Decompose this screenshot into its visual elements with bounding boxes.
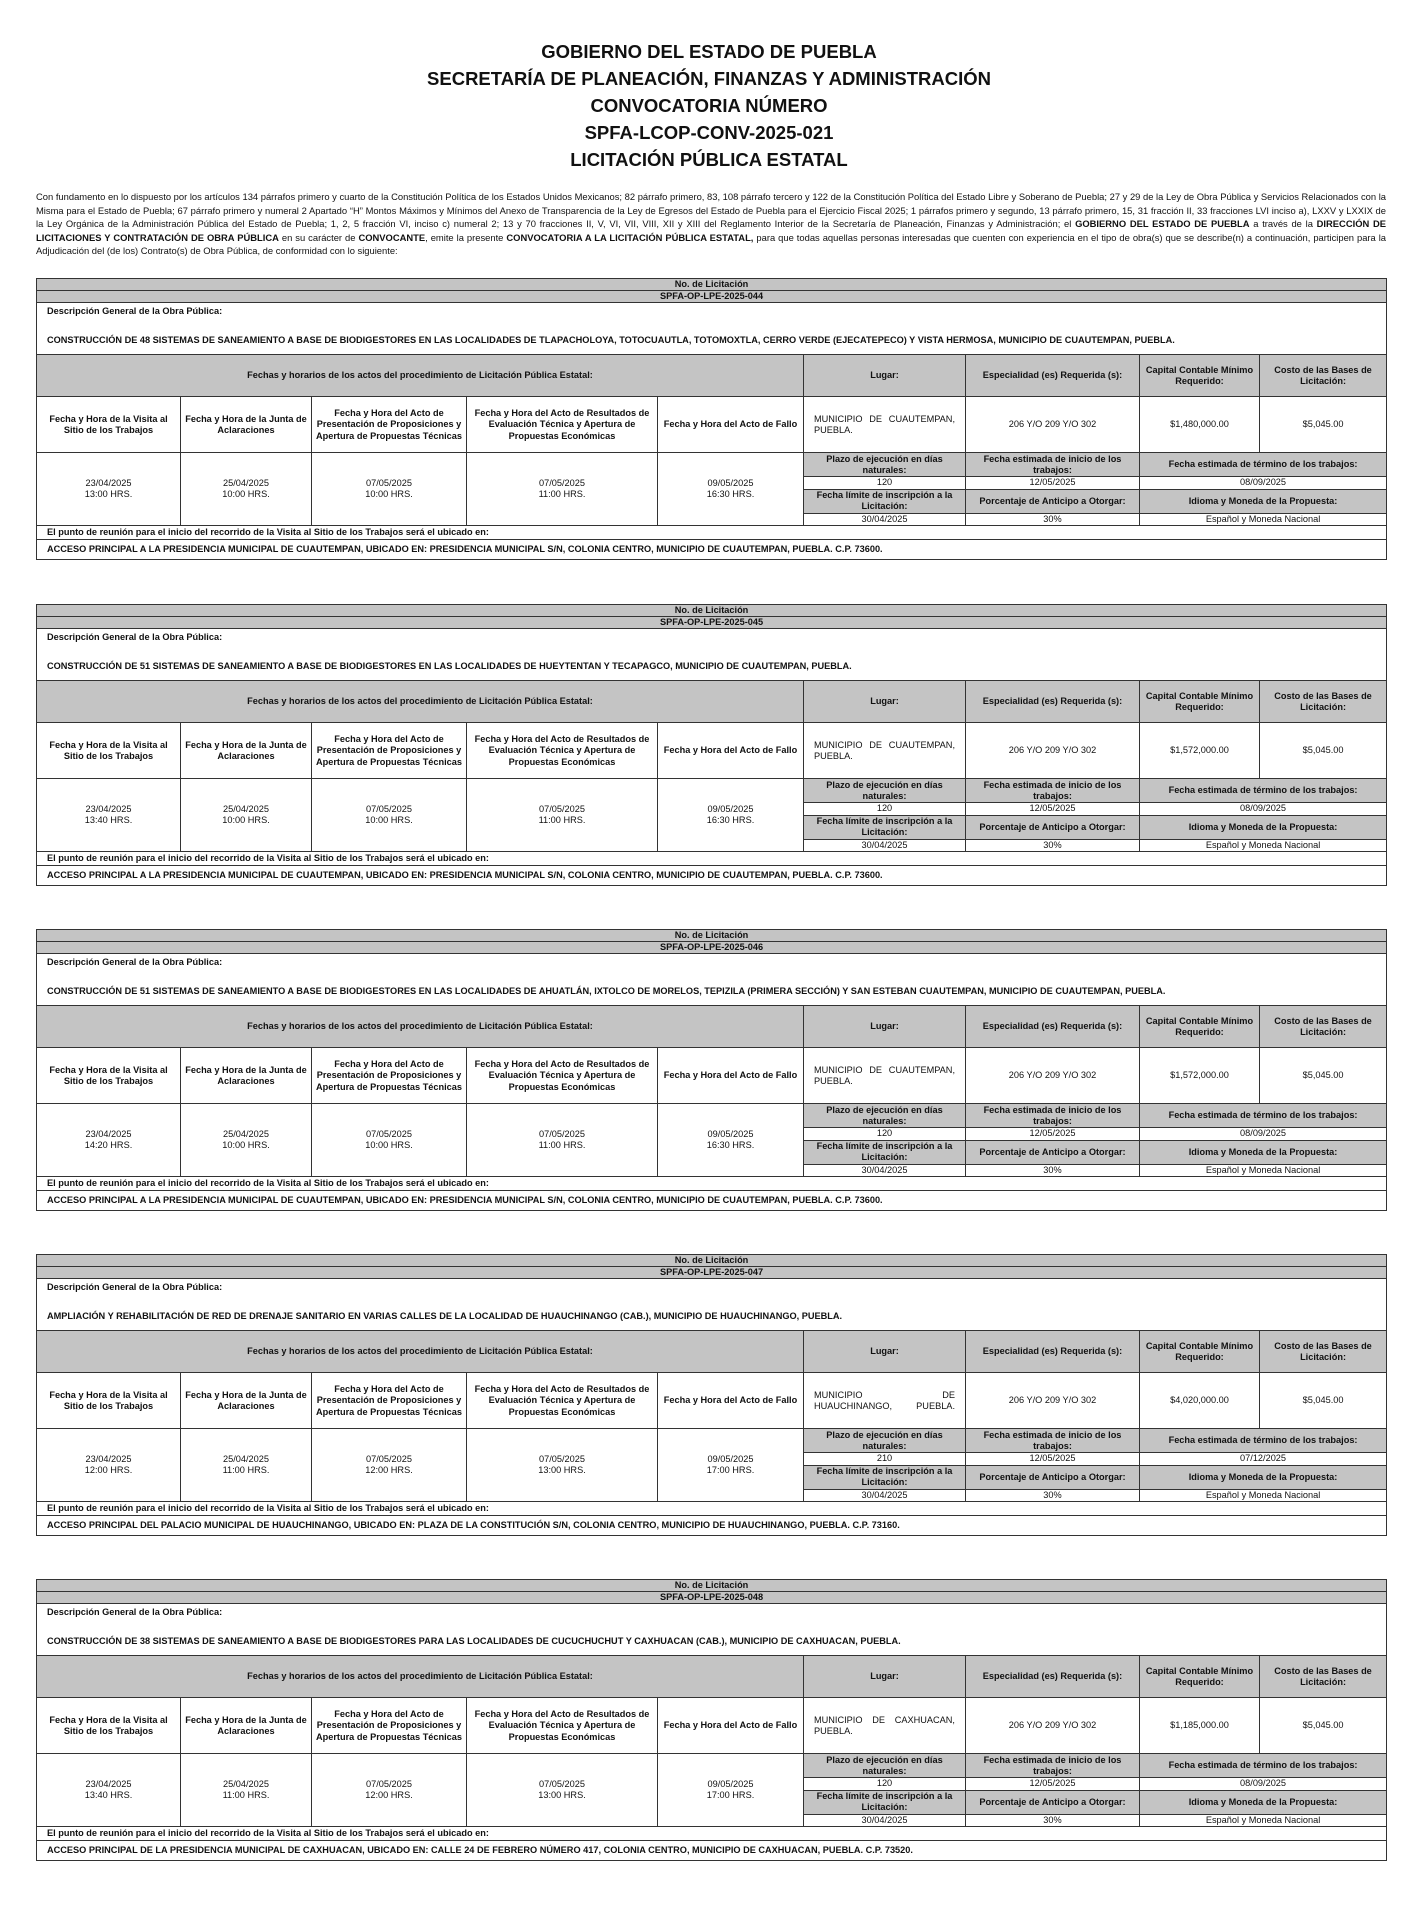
evaluation-results-header: Fecha y Hora del Acto de Resultados de Evaluación Técnica y Apertura de Propuestas Económicas (467, 1373, 658, 1429)
location-header: Lugar: (804, 681, 966, 723)
language-currency-header: Idioma y Moneda de la Propuesta: (1140, 1140, 1387, 1164)
proposal-presentation-datetime (312, 1429, 467, 1501)
header-call-label: CONVOCATORIA NÚMERO (590, 95, 828, 116)
advance-percentage-value: 30% (966, 1164, 1140, 1176)
header-tender-type: LICITACIÓN PÚBLICA ESTATAL (570, 149, 848, 170)
meeting-point-label: El punto de reunión para el inicio del recorrido de la Visita al Sitio de los Trabajos será el ubicado en: (37, 1501, 1387, 1515)
proposal-presentation-header: Fecha y Hora del Acto de Presentación de Proposiciones y Apertura de Propuestas Técnicas (312, 1698, 467, 1754)
location-header: Lugar: (804, 355, 966, 397)
language-currency-value: Español y Moneda Nacional (1140, 1164, 1387, 1176)
award-act-date: 09/05/2025 (707, 477, 754, 488)
start-date-header: Fecha estimada de inicio de los trabajos: (966, 1429, 1140, 1453)
award-act-header: Fecha y Hora del Acto de Fallo (658, 1373, 804, 1429)
site-visit-datetime (37, 1104, 181, 1176)
dates-header: Fechas y horarios de los actos del procedimiento de Licitación Pública Estatal: (37, 1331, 804, 1373)
site-visit-time: 14:20 HRS. (84, 1140, 133, 1151)
description-label: Descripción General de la Obra Pública: (47, 1282, 223, 1293)
language-currency-header: Idioma y Moneda de la Propuesta: (1140, 489, 1387, 513)
proposal-presentation-date: 07/05/2025 (366, 1453, 412, 1464)
advance-percentage-value: 30% (966, 1814, 1140, 1826)
end-date-value: 07/12/2025 (1140, 1453, 1387, 1465)
start-date-value: 12/05/2025 (966, 477, 1140, 489)
end-date-value: 08/09/2025 (1140, 1128, 1387, 1140)
specialty-value: 206 Y/O 209 Y/O 302 (966, 1373, 1140, 1429)
tender-table (36, 1254, 1387, 1536)
registration-deadline-header: Fecha límite de inscripción a la Licitación: (804, 815, 966, 839)
header-secretariat: SECRETARÍA DE PLANEACIÓN, FINANZAS Y ADMINISTRACIÓN (427, 68, 991, 89)
proposal-presentation-datetime (312, 1104, 467, 1176)
site-visit-header: Fecha y Hora de la Visita al Sitio de los Trabajos (37, 723, 181, 779)
tender-block (36, 929, 1386, 1229)
award-act-header: Fecha y Hora del Acto de Fallo (658, 397, 804, 453)
intro-text-4: , emite la presente (425, 231, 504, 243)
evaluation-results-header: Fecha y Hora del Acto de Resultados de Evaluación Técnica y Apertura de Propuestas Económicas (467, 1698, 658, 1754)
tender-number-label: No. de Licitación (37, 1580, 1387, 1592)
clarification-meeting-time: 11:00 HRS. (222, 1790, 270, 1801)
proposal-presentation-datetime (312, 453, 467, 525)
end-date-value: 08/09/2025 (1140, 1778, 1387, 1790)
description-label: Descripción General de la Obra Pública: (47, 957, 223, 968)
tender-table (36, 604, 1387, 886)
clarification-meeting-datetime (181, 1754, 312, 1826)
work-description-cell (37, 1604, 1387, 1656)
cost-value: $5,045.00 (1260, 1698, 1387, 1754)
evaluation-results-time: 11:00 HRS. (538, 1140, 586, 1151)
evaluation-results-date: 07/05/2025 (539, 1453, 585, 1464)
start-date-header: Fecha estimada de inicio de los trabajos: (966, 1104, 1140, 1128)
capital-header: Capital Contable Mínimo Requerido: (1140, 681, 1260, 723)
evaluation-results-header: Fecha y Hora del Acto de Resultados de Evaluación Técnica y Apertura de Propuestas Económicas (467, 397, 658, 453)
evaluation-results-datetime (467, 779, 658, 851)
site-visit-time: 12:00 HRS. (84, 1465, 133, 1476)
advance-percentage-header: Porcentaje de Anticipo a Otorgar: (966, 815, 1140, 839)
award-act-time: 17:00 HRS. (706, 1465, 755, 1476)
award-act-datetime (658, 1104, 804, 1176)
execution-term-header: Plazo de ejecución en días naturales: (804, 779, 966, 803)
advance-percentage-header: Porcentaje de Anticipo a Otorgar: (966, 1465, 1140, 1489)
work-description: CONSTRUCCIÓN DE 38 SISTEMAS DE SANEAMIENTO A BASE DE BIODIGESTORES PARA LAS LOCALIDADES DE CUCUCHUCHUT Y CAXHUACAN (CAB.), MUNICIPIO DE CAXHUACAN, PUEBLA. (47, 1635, 901, 1646)
clarification-meeting-header: Fecha y Hora de la Junta de Aclaraciones (181, 1373, 312, 1429)
tender-number: SPFA-OP-LPE-2025-048 (37, 1592, 1387, 1604)
clarification-meeting-header: Fecha y Hora de la Junta de Aclaraciones (181, 1048, 312, 1104)
site-visit-date: 23/04/2025 (85, 1778, 132, 1789)
registration-deadline-header: Fecha límite de inscripción a la Licitación: (804, 489, 966, 513)
description-label: Descripción General de la Obra Pública: (47, 1607, 223, 1618)
evaluation-results-time: 11:00 HRS. (538, 815, 586, 826)
meeting-point-address: ACCESO PRINCIPAL DE LA PRESIDENCIA MUNICIPAL DE CAXHUACAN, UBICADO EN: CALLE 24 DE FEBRERO NÚMERO 417, COLONIA CENTRO, MUNICIPIO DE CAXHUACAN, PUEBLA. C.P. 73520. (37, 1840, 1387, 1860)
legal-intro-paragraph (36, 190, 1386, 258)
tender-number: SPFA-OP-LPE-2025-044 (37, 291, 1387, 303)
description-label: Descripción General de la Obra Pública: (47, 632, 223, 643)
intro-bold-4: CONVOCATORIA A LA LICITACIÓN PÚBLICA ESTATAL, (506, 231, 754, 243)
evaluation-results-time: 13:00 HRS. (538, 1790, 586, 1801)
dates-header: Fechas y horarios de los actos del procedimiento de Licitación Pública Estatal: (37, 355, 804, 397)
clarification-meeting-date: 25/04/2025 (223, 1128, 269, 1139)
tender-number: SPFA-OP-LPE-2025-046 (37, 942, 1387, 954)
proposal-presentation-time: 10:00 HRS. (365, 815, 413, 826)
clarification-meeting-datetime (181, 453, 312, 525)
capital-value: $1,572,000.00 (1140, 723, 1260, 779)
end-date-header: Fecha estimada de término de los trabajos: (1140, 453, 1387, 477)
execution-term-value: 120 (804, 803, 966, 815)
meeting-point-label: El punto de reunión para el inicio del recorrido de la Visita al Sitio de los Trabajos será el ubicado en: (37, 1826, 1387, 1840)
capital-value: $1,480,000.00 (1140, 397, 1260, 453)
site-visit-header: Fecha y Hora de la Visita al Sitio de los Trabajos (37, 1698, 181, 1754)
execution-term-header: Plazo de ejecución en días naturales: (804, 1754, 966, 1778)
proposal-presentation-date: 07/05/2025 (366, 1128, 412, 1139)
specialty-value: 206 Y/O 209 Y/O 302 (966, 1048, 1140, 1104)
tender-number-label: No. de Licitación (37, 930, 1387, 942)
clarification-meeting-date: 25/04/2025 (223, 803, 269, 814)
end-date-value: 08/09/2025 (1140, 803, 1387, 815)
execution-term-value: 210 (804, 1453, 966, 1465)
site-visit-date: 23/04/2025 (85, 1128, 132, 1139)
clarification-meeting-time: 10:00 HRS. (222, 489, 270, 500)
award-act-datetime (658, 453, 804, 525)
work-description-cell (37, 1279, 1387, 1331)
site-visit-datetime (37, 779, 181, 851)
dates-header: Fechas y horarios de los actos del procedimiento de Licitación Pública Estatal: (37, 1656, 804, 1698)
tender-number: SPFA-OP-LPE-2025-047 (37, 1267, 1387, 1279)
proposal-presentation-date: 07/05/2025 (366, 1778, 412, 1789)
proposal-presentation-datetime (312, 1754, 467, 1826)
execution-term-header: Plazo de ejecución en días naturales: (804, 1429, 966, 1453)
capital-header: Capital Contable Mínimo Requerido: (1140, 1006, 1260, 1048)
award-act-time: 16:30 HRS. (706, 489, 755, 500)
location-value: MUNICIPIO DE CUAUTEMPAN, PUEBLA. (804, 1048, 966, 1104)
dates-header: Fechas y horarios de los actos del procedimiento de Licitación Pública Estatal: (37, 681, 804, 723)
intro-text-5: para que todas aquellas personas interesadas que cuenten con experiencia en el tipo de obra(s) que se describe(n) a continuación, participen para la Adjudicación del (de los) Contrato(s) de Obra Pública, de conformidad con lo siguiente: (36, 231, 1387, 257)
proposal-presentation-header: Fecha y Hora del Acto de Presentación de Proposiciones y Apertura de Propuestas Técnicas (312, 723, 467, 779)
meeting-point-address: ACCESO PRINCIPAL A LA PRESIDENCIA MUNICIPAL DE CUAUTEMPAN, UBICADO EN: PRESIDENCIA MUNICIPAL S/N, COLONIA CENTRO, MUNICIPIO DE CUAUTEMPAN, PUEBLA. C.P. 73600. (37, 865, 1387, 885)
tender-block (36, 278, 1386, 578)
registration-deadline-value: 30/04/2025 (804, 513, 966, 525)
site-visit-datetime (37, 1429, 181, 1501)
capital-value: $1,185,000.00 (1140, 1698, 1260, 1754)
cost-value: $5,045.00 (1260, 723, 1387, 779)
advance-percentage-value: 30% (966, 839, 1140, 851)
award-act-header: Fecha y Hora del Acto de Fallo (658, 1048, 804, 1104)
proposal-presentation-date: 07/05/2025 (366, 477, 412, 488)
evaluation-results-datetime (467, 1754, 658, 1826)
end-date-header: Fecha estimada de término de los trabajos: (1140, 1754, 1387, 1778)
capital-header: Capital Contable Mínimo Requerido: (1140, 1331, 1260, 1373)
specialty-value: 206 Y/O 209 Y/O 302 (966, 397, 1140, 453)
location-value: MUNICIPIO DE CUAUTEMPAN, PUEBLA. (804, 723, 966, 779)
clarification-meeting-header: Fecha y Hora de la Junta de Aclaraciones (181, 1698, 312, 1754)
proposal-presentation-datetime (312, 779, 467, 851)
execution-term-value: 120 (804, 1778, 966, 1790)
header-call-number: SPFA-LCOP-CONV-2025-021 (584, 122, 834, 143)
evaluation-results-date: 07/05/2025 (539, 803, 585, 814)
dates-header: Fechas y horarios de los actos del procedimiento de Licitación Pública Estatal: (37, 1006, 804, 1048)
language-currency-value: Español y Moneda Nacional (1140, 839, 1387, 851)
proposal-presentation-header: Fecha y Hora del Acto de Presentación de Proposiciones y Apertura de Propuestas Técnicas (312, 1373, 467, 1429)
location-header: Lugar: (804, 1006, 966, 1048)
specialty-header: Especialidad (es) Requerida (s): (966, 355, 1140, 397)
intro-bold-3: CONVOCANTE (358, 231, 426, 243)
start-date-header: Fecha estimada de inicio de los trabajos: (966, 453, 1140, 477)
clarification-meeting-datetime (181, 779, 312, 851)
tender-table (36, 1579, 1387, 1861)
end-date-value: 08/09/2025 (1140, 477, 1387, 489)
evaluation-results-datetime (467, 1429, 658, 1501)
award-act-datetime (658, 779, 804, 851)
start-date-value: 12/05/2025 (966, 1778, 1140, 1790)
evaluation-results-header: Fecha y Hora del Acto de Resultados de Evaluación Técnica y Apertura de Propuestas Económicas (467, 723, 658, 779)
proposal-presentation-time: 12:00 HRS. (365, 1790, 413, 1801)
clarification-meeting-date: 25/04/2025 (223, 1778, 269, 1789)
cost-value: $5,045.00 (1260, 1048, 1387, 1104)
site-visit-date: 23/04/2025 (85, 477, 132, 488)
registration-deadline-header: Fecha límite de inscripción a la Licitación: (804, 1465, 966, 1489)
language-currency-header: Idioma y Moneda de la Propuesta: (1140, 1790, 1387, 1814)
site-visit-datetime (37, 453, 181, 525)
work-description: AMPLIACIÓN Y REHABILITACIÓN DE RED DE DRENAJE SANITARIO EN VARIAS CALLES DE LA LOCALIDAD DE HUAUCHINANGO (CAB.), MUNICIPIO DE HUAUCHINANGO, PUEBLA. (47, 1310, 843, 1321)
evaluation-results-date: 07/05/2025 (539, 1128, 585, 1139)
award-act-time: 17:00 HRS. (706, 1790, 755, 1801)
start-date-value: 12/05/2025 (966, 1453, 1140, 1465)
proposal-presentation-time: 12:00 HRS. (365, 1465, 413, 1476)
advance-percentage-header: Porcentaje de Anticipo a Otorgar: (966, 1790, 1140, 1814)
evaluation-results-datetime (467, 1104, 658, 1176)
site-visit-header: Fecha y Hora de la Visita al Sitio de los Trabajos (37, 397, 181, 453)
document-header (0, 38, 1418, 173)
proposal-presentation-header: Fecha y Hora del Acto de Presentación de Proposiciones y Apertura de Propuestas Técnicas (312, 1048, 467, 1104)
execution-term-header: Plazo de ejecución en días naturales: (804, 1104, 966, 1128)
site-visit-date: 23/04/2025 (85, 803, 132, 814)
cost-value: $5,045.00 (1260, 1373, 1387, 1429)
clarification-meeting-header: Fecha y Hora de la Junta de Aclaraciones (181, 723, 312, 779)
work-description-cell (37, 629, 1387, 681)
intro-text-1: Con fundamento en lo dispuesto por los artículos 134 párrafos primero y cuarto de la Constitución Política de los Estados Unidos Mexicanos; 82 párrafo primero, 83, 108 párrafo tercero y 122 de la Constitución Política del Estado Libre y Soberano de Puebla; 27 y 29 de la Ley de Obra Pública y Servicios Relacionados con la Misma para el Estado de Puebla; 67 párrafo primero y numeral 2 Apartado “H” Montos Máximos y Mínimos del Anexo de Transparencia de la Ley de Egresos del Estado de Puebla para el Ejercicio Fiscal 2025; 1 párrafos primero y segundo, 13 párrafo primero, 15, 31 fracción II, 33 fracciones LVI inciso a), LXXV y LXXIX de la Ley Orgánica de la Administración Pública del Estado de Puebla; 1, 2, 5 fracción VI, inciso c) numeral 2; 13 y 70 fracciones II, V, VI, VII, VIII, XII y XIII del Reglamento Interior de la Secretaría de Planeación, Finanzas y Administración; el (36, 191, 1386, 230)
tender-number-label: No. de Licitación (37, 279, 1387, 291)
registration-deadline-value: 30/04/2025 (804, 1489, 966, 1501)
tender-number-label: No. de Licitación (37, 605, 1387, 617)
award-act-time: 16:30 HRS. (706, 815, 755, 826)
meeting-point-label: El punto de reunión para el inicio del recorrido de la Visita al Sitio de los Trabajos será el ubicado en: (37, 851, 1387, 865)
specialty-header: Especialidad (es) Requerida (s): (966, 1331, 1140, 1373)
work-description-cell (37, 954, 1387, 1006)
location-value: MUNICIPIO DE HUAUCHINANGO, PUEBLA. (804, 1373, 966, 1429)
location-value: MUNICIPIO DE CUAUTEMPAN, PUEBLA. (804, 397, 966, 453)
award-act-date: 09/05/2025 (707, 803, 754, 814)
work-description: CONSTRUCCIÓN DE 48 SISTEMAS DE SANEAMIENTO A BASE DE BIODIGESTORES EN LAS LOCALIDADES DE TLAPACHOLOYA, TOTOCUAUTLA, TOTOMOXTLA, CERRO VERDE (EJECATEPECO) Y VISTA HERMOSA, MUNICIPIO DE CUAUTEMPAN, PUEBLA. (47, 334, 1175, 345)
award-act-date: 09/05/2025 (707, 1453, 754, 1464)
meeting-point-address: ACCESO PRINCIPAL A LA PRESIDENCIA MUNICIPAL DE CUAUTEMPAN, UBICADO EN: PRESIDENCIA MUNICIPAL S/N, COLONIA CENTRO, MUNICIPIO DE CUAUTEMPAN, PUEBLA. C.P. 73600. (37, 539, 1387, 559)
proposal-presentation-header: Fecha y Hora del Acto de Presentación de Proposiciones y Apertura de Propuestas Técnicas (312, 397, 467, 453)
language-currency-value: Español y Moneda Nacional (1140, 513, 1387, 525)
capital-header: Capital Contable Mínimo Requerido: (1140, 355, 1260, 397)
evaluation-results-time: 11:00 HRS. (538, 489, 586, 500)
intro-text-3: en su carácter de (281, 231, 356, 243)
clarification-meeting-header: Fecha y Hora de la Junta de Aclaraciones (181, 397, 312, 453)
tender-number-label: No. de Licitación (37, 1255, 1387, 1267)
award-act-time: 16:30 HRS. (706, 1140, 755, 1151)
start-date-header: Fecha estimada de inicio de los trabajos: (966, 1754, 1140, 1778)
language-currency-value: Español y Moneda Nacional (1140, 1814, 1387, 1826)
site-visit-header: Fecha y Hora de la Visita al Sitio de los Trabajos (37, 1048, 181, 1104)
advance-percentage-header: Porcentaje de Anticipo a Otorgar: (966, 489, 1140, 513)
evaluation-results-time: 13:00 HRS. (538, 1465, 586, 1476)
award-act-datetime (658, 1754, 804, 1826)
intro-bold-2: DIRECCIÓN DE LICITACIONES Y CONTRATACIÓN DE OBRA PÚBLICA (36, 218, 1387, 243)
clarification-meeting-date: 25/04/2025 (223, 477, 269, 488)
clarification-meeting-time: 11:00 HRS. (222, 1465, 270, 1476)
award-act-date: 09/05/2025 (707, 1778, 754, 1789)
cost-header: Costo de las Bases de Licitación: (1260, 681, 1387, 723)
registration-deadline-header: Fecha límite de inscripción a la Licitación: (804, 1790, 966, 1814)
header-government: GOBIERNO DEL ESTADO DE PUEBLA (541, 41, 877, 62)
site-visit-datetime (37, 1754, 181, 1826)
language-currency-header: Idioma y Moneda de la Propuesta: (1140, 815, 1387, 839)
tender-block (36, 1579, 1386, 1879)
location-header: Lugar: (804, 1656, 966, 1698)
meeting-point-address: ACCESO PRINCIPAL DEL PALACIO MUNICIPAL DE HUAUCHINANGO, UBICADO EN: PLAZA DE LA CONSTITUCIÓN S/N, COLONIA CENTRO, MUNICIPIO DE HUAUCHINANGO, PUEBLA. C.P. 73160. (37, 1515, 1387, 1535)
evaluation-results-date: 07/05/2025 (539, 477, 585, 488)
registration-deadline-value: 30/04/2025 (804, 1814, 966, 1826)
specialty-value: 206 Y/O 209 Y/O 302 (966, 1698, 1140, 1754)
cost-header: Costo de las Bases de Licitación: (1260, 1006, 1387, 1048)
end-date-header: Fecha estimada de término de los trabajos: (1140, 779, 1387, 803)
meeting-point-label: El punto de reunión para el inicio del recorrido de la Visita al Sitio de los Trabajos será el ubicado en: (37, 1176, 1387, 1190)
advance-percentage-value: 30% (966, 1489, 1140, 1501)
capital-value: $1,572,000.00 (1140, 1048, 1260, 1104)
registration-deadline-value: 30/04/2025 (804, 839, 966, 851)
intro-text-2: a través de la (1253, 218, 1313, 230)
start-date-value: 12/05/2025 (966, 803, 1140, 815)
intro-bold-1: GOBIERNO DEL ESTADO DE PUEBLA (1075, 218, 1250, 230)
specialty-header: Especialidad (es) Requerida (s): (966, 1656, 1140, 1698)
cost-header: Costo de las Bases de Licitación: (1260, 355, 1387, 397)
registration-deadline-header: Fecha límite de inscripción a la Licitación: (804, 1140, 966, 1164)
proposal-presentation-time: 10:00 HRS. (365, 489, 413, 500)
tender-block (36, 604, 1386, 904)
cost-value: $5,045.00 (1260, 397, 1387, 453)
site-visit-time: 13:40 HRS. (84, 815, 133, 826)
advance-percentage-header: Porcentaje de Anticipo a Otorgar: (966, 1140, 1140, 1164)
specialty-header: Especialidad (es) Requerida (s): (966, 1006, 1140, 1048)
tender-number: SPFA-OP-LPE-2025-045 (37, 617, 1387, 629)
specialty-header: Especialidad (es) Requerida (s): (966, 681, 1140, 723)
location-header: Lugar: (804, 1331, 966, 1373)
description-label: Descripción General de la Obra Pública: (47, 306, 223, 317)
site-visit-date: 23/04/2025 (85, 1453, 132, 1464)
work-description: CONSTRUCCIÓN DE 51 SISTEMAS DE SANEAMIENTO A BASE DE BIODIGESTORES EN LAS LOCALIDADES DE AHUATLÁN, IXTOLCO DE MORELOS, TEPIZILA (PRIMERA SECCIÓN) Y SAN ESTEBAN CUAUTEMPAN, MUNICIPIO DE CUAUTEMPAN, PUEBLA. (47, 985, 1166, 996)
start-date-header: Fecha estimada de inicio de los trabajos: (966, 779, 1140, 803)
clarification-meeting-date: 25/04/2025 (223, 1453, 269, 1464)
clarification-meeting-time: 10:00 HRS. (222, 1140, 270, 1151)
work-description-cell (37, 303, 1387, 355)
site-visit-time: 13:40 HRS. (84, 1790, 133, 1801)
clarification-meeting-datetime (181, 1104, 312, 1176)
tender-block (36, 1254, 1386, 1554)
specialty-value: 206 Y/O 209 Y/O 302 (966, 723, 1140, 779)
advance-percentage-value: 30% (966, 513, 1140, 525)
cost-header: Costo de las Bases de Licitación: (1260, 1331, 1387, 1373)
site-visit-header: Fecha y Hora de la Visita al Sitio de los Trabajos (37, 1373, 181, 1429)
tender-table (36, 278, 1387, 560)
end-date-header: Fecha estimada de término de los trabajos: (1140, 1104, 1387, 1128)
language-currency-header: Idioma y Moneda de la Propuesta: (1140, 1465, 1387, 1489)
award-act-date: 09/05/2025 (707, 1128, 754, 1139)
clarification-meeting-datetime (181, 1429, 312, 1501)
award-act-datetime (658, 1429, 804, 1501)
tender-table (36, 929, 1387, 1211)
end-date-header: Fecha estimada de término de los trabajos: (1140, 1429, 1387, 1453)
location-value: MUNICIPIO DE CAXHUACAN, PUEBLA. (804, 1698, 966, 1754)
proposal-presentation-date: 07/05/2025 (366, 803, 412, 814)
registration-deadline-value: 30/04/2025 (804, 1164, 966, 1176)
work-description: CONSTRUCCIÓN DE 51 SISTEMAS DE SANEAMIENTO A BASE DE BIODIGESTORES EN LAS LOCALIDADES DE HUEYTENTAN Y TECAPAGCO, MUNICIPIO DE CUAUTEMPAN, PUEBLA. (47, 660, 852, 671)
execution-term-value: 120 (804, 1128, 966, 1140)
evaluation-results-datetime (467, 453, 658, 525)
cost-header: Costo de las Bases de Licitación: (1260, 1656, 1387, 1698)
execution-term-header: Plazo de ejecución en días naturales: (804, 453, 966, 477)
meeting-point-address: ACCESO PRINCIPAL A LA PRESIDENCIA MUNICIPAL DE CUAUTEMPAN, UBICADO EN: PRESIDENCIA MUNICIPAL S/N, COLONIA CENTRO, MUNICIPIO DE CUAUTEMPAN, PUEBLA. C.P. 73600. (37, 1190, 1387, 1210)
clarification-meeting-time: 10:00 HRS. (222, 815, 270, 826)
language-currency-value: Español y Moneda Nacional (1140, 1489, 1387, 1501)
proposal-presentation-time: 10:00 HRS. (365, 1140, 413, 1151)
evaluation-results-header: Fecha y Hora del Acto de Resultados de Evaluación Técnica y Apertura de Propuestas Económicas (467, 1048, 658, 1104)
capital-header: Capital Contable Mínimo Requerido: (1140, 1656, 1260, 1698)
capital-value: $4,020,000.00 (1140, 1373, 1260, 1429)
meeting-point-label: El punto de reunión para el inicio del recorrido de la Visita al Sitio de los Trabajos será el ubicado en: (37, 525, 1387, 539)
execution-term-value: 120 (804, 477, 966, 489)
site-visit-time: 13:00 HRS. (84, 489, 133, 500)
start-date-value: 12/05/2025 (966, 1128, 1140, 1140)
award-act-header: Fecha y Hora del Acto de Fallo (658, 723, 804, 779)
award-act-header: Fecha y Hora del Acto de Fallo (658, 1698, 804, 1754)
evaluation-results-date: 07/05/2025 (539, 1778, 585, 1789)
